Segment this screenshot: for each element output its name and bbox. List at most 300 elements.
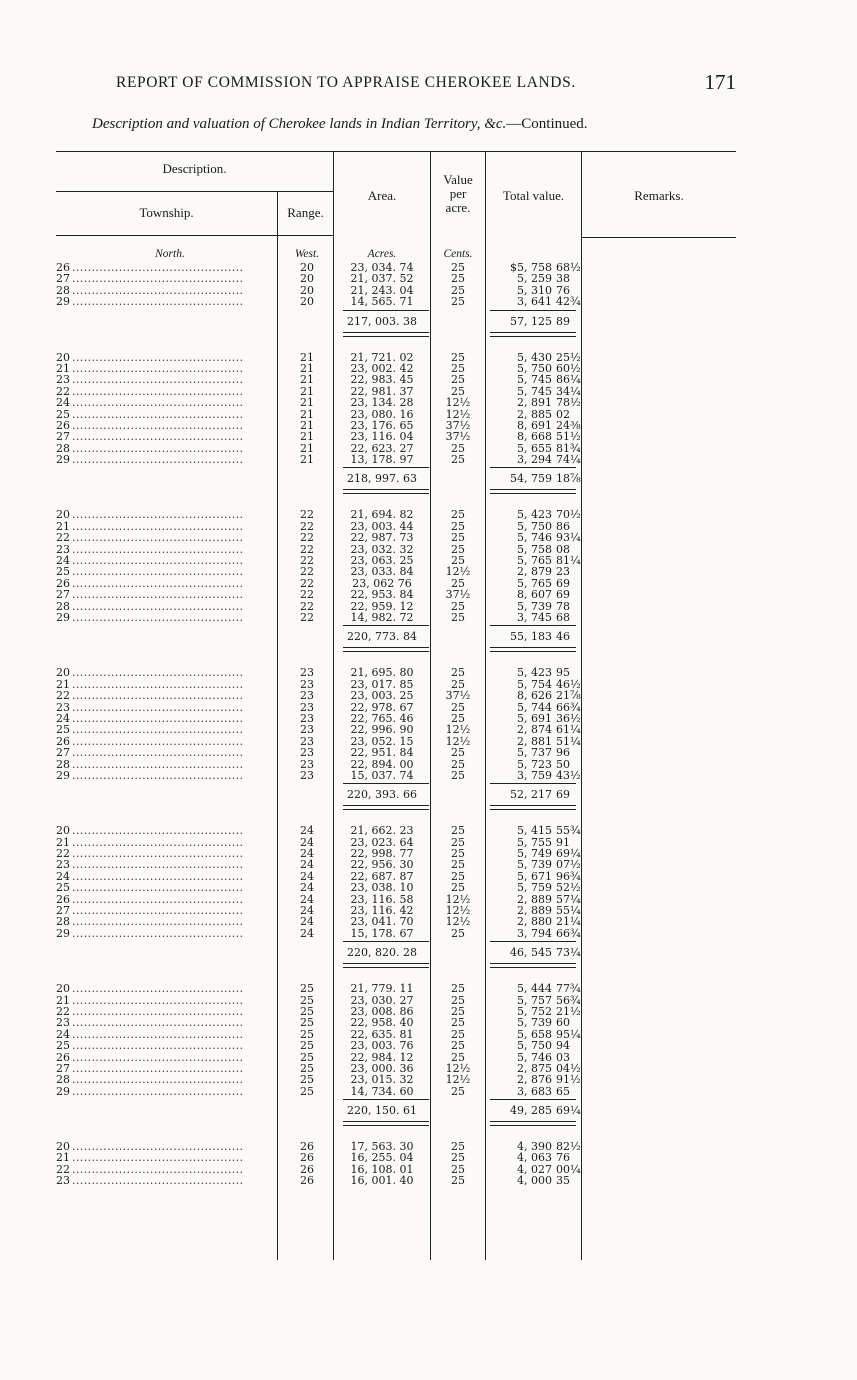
units-row — [0, 248, 857, 262]
township-number: 26 — [56, 262, 70, 274]
township-number: 23 — [56, 543, 70, 556]
total-cents: 60½ — [556, 361, 581, 375]
range-cell: 24 — [300, 926, 314, 940]
table-row — [0, 589, 857, 600]
total-value-cell — [488, 1040, 578, 1051]
township-number: 28 — [56, 442, 70, 455]
range-cell: 25 — [300, 1061, 314, 1075]
page-header — [116, 72, 736, 98]
total-cents: 24⅜ — [556, 418, 581, 432]
total-dollars: 5, 750 — [517, 1039, 552, 1053]
total-value-cell — [488, 430, 581, 444]
township-cell — [56, 724, 276, 735]
township-number: 22 — [56, 1005, 70, 1018]
value-per-acre-cell: 25 — [451, 1004, 465, 1018]
subtotal-area: 220, 393. 66 — [347, 788, 417, 802]
area-cell: 14, 565. 71 — [350, 295, 414, 309]
leader-dots: ............................................ — [72, 543, 244, 556]
area-cell: 22, 894. 00 — [350, 757, 414, 771]
total-dollars: 5, 723 — [517, 757, 552, 771]
table-row — [0, 1074, 857, 1085]
header-value-per-acre — [431, 173, 485, 215]
subtotal-area: 218, 997. 63 — [347, 472, 417, 486]
township-cell — [56, 1175, 276, 1186]
total-dollars: 5, 758 — [517, 542, 552, 556]
leader-dots: ............................................ — [72, 983, 244, 995]
subtotal-rule — [343, 783, 429, 784]
total-dollars: 5, 759 — [517, 881, 552, 895]
total-dollars: 8, 691 — [517, 418, 552, 432]
area-cell: 23, 032. 32 — [350, 542, 414, 556]
table-row — [0, 601, 857, 612]
table-row — [0, 724, 857, 735]
table-row — [0, 409, 857, 420]
area-cell: 22, 765. 46 — [350, 711, 414, 725]
table-row — [0, 759, 857, 770]
leader-dots: ............................................ — [72, 419, 244, 432]
total-dollars: 3, 683 — [517, 1084, 552, 1098]
township-number: 29 — [56, 454, 70, 466]
township-number: 24 — [56, 1028, 70, 1041]
table-row — [0, 578, 857, 589]
range-cell: 23 — [300, 723, 314, 737]
table-row — [0, 916, 857, 927]
table-row — [0, 285, 857, 296]
range-cell: 25 — [300, 1027, 314, 1041]
township-cell — [56, 1141, 276, 1152]
range-cell: 21 — [300, 350, 314, 364]
header-area: Area. — [367, 188, 397, 203]
table-row — [0, 532, 857, 543]
value-per-acre-cell: 25 — [451, 1084, 465, 1098]
range-cell: 21 — [300, 430, 314, 444]
value-per-acre-cell: 25 — [451, 700, 465, 714]
value-per-acre-cell: 25 — [451, 993, 465, 1007]
value-per-acre-cell: 37½ — [445, 588, 471, 602]
total-cents: 43½ — [556, 768, 581, 782]
area-cell: 22, 953. 84 — [350, 588, 414, 602]
value-per-acre-cell: 25 — [451, 519, 465, 533]
township-cell — [56, 566, 276, 577]
township-cell — [56, 589, 276, 600]
total-value-cell — [488, 531, 581, 545]
total-dollars: 8, 607 — [517, 588, 552, 602]
total-dollars: 5, 752 — [517, 1004, 552, 1018]
total-cents: 55¾ — [556, 824, 581, 838]
total-dollars: 8, 668 — [517, 430, 552, 444]
area-cell: 22, 959. 12 — [350, 599, 414, 613]
total-value-cell — [488, 612, 578, 623]
value-per-acre-cell: 25 — [451, 1016, 465, 1030]
double-rule — [490, 647, 576, 652]
leader-dots: ............................................ — [72, 520, 244, 533]
total-dollars: 3, 745 — [517, 610, 552, 624]
header-total-value: Total value. — [502, 188, 565, 203]
area-cell: 23, 063. 25 — [350, 554, 414, 568]
value-per-acre-cell: 25 — [451, 453, 465, 467]
value-per-acre-cell: 25 — [451, 272, 465, 286]
township-number: 22 — [56, 532, 70, 544]
table-row — [0, 1029, 857, 1040]
subtotal-area: 220, 150. 61 — [347, 1104, 417, 1118]
total-dollars: $5, 758 — [510, 261, 552, 274]
range-cell: 20 — [300, 272, 314, 286]
total-cents: 46½ — [556, 677, 581, 691]
header-bottom-rule — [56, 235, 333, 236]
total-dollars: 4, 000 — [517, 1174, 552, 1188]
table-row — [0, 1040, 857, 1051]
area-cell: 14, 982. 72 — [350, 610, 414, 624]
total-dollars: 5, 765 — [517, 576, 552, 590]
range-cell: 22 — [300, 565, 314, 579]
total-cents: 93¼ — [556, 531, 581, 545]
subtotal-row — [0, 308, 857, 342]
township-cell — [56, 509, 276, 520]
subtotal-value — [488, 1104, 581, 1118]
range-cell: 23 — [300, 677, 314, 691]
total-value-cell — [488, 689, 581, 703]
value-per-acre-cell: 25 — [451, 295, 465, 309]
area-cell: 22, 635. 81 — [350, 1027, 414, 1041]
description-rule — [56, 191, 333, 192]
leader-dots: ............................................ — [72, 769, 244, 782]
township-number: 28 — [56, 758, 70, 770]
township-number: 20 — [56, 509, 70, 521]
range-cell: 22 — [300, 554, 314, 568]
township-cell — [56, 521, 276, 532]
range-cell: 23 — [300, 768, 314, 782]
total-dollars: 3, 641 — [517, 295, 552, 309]
leader-dots: ............................................ — [72, 262, 244, 274]
total-cents: 82½ — [556, 1140, 581, 1154]
total-cents: 76 — [556, 283, 570, 297]
table-row — [0, 747, 857, 758]
table-row — [0, 713, 857, 724]
table-row — [0, 262, 857, 273]
range-cell: 21 — [300, 418, 314, 432]
subtotal-cents: 89 — [556, 314, 570, 328]
value-per-acre-cell: 25 — [451, 982, 465, 996]
leader-dots: ............................................ — [72, 1152, 244, 1164]
township-cell — [56, 1074, 276, 1085]
area-cell: 16, 108. 01 — [350, 1162, 414, 1176]
total-value-cell — [488, 295, 581, 309]
township-number: 29 — [56, 1085, 70, 1098]
total-dollars: 2, 891 — [517, 396, 552, 410]
total-cents: 66¾ — [556, 700, 581, 714]
total-cents: 36½ — [556, 711, 581, 725]
value-per-acre-cell: 25 — [451, 283, 465, 297]
total-dollars: 5, 430 — [517, 350, 552, 364]
total-cents: 21⅞ — [556, 689, 581, 703]
area-cell: 23, 034. 74 — [350, 261, 414, 274]
township-number: 25 — [56, 882, 70, 894]
table-row — [0, 454, 857, 465]
range-cell: 22 — [300, 599, 314, 613]
table-row — [0, 928, 857, 939]
leader-dots: ............................................ — [72, 927, 244, 940]
value-per-acre-cell: 25 — [451, 1050, 465, 1064]
value-per-acre-cell: 25 — [451, 441, 465, 455]
value-per-acre-cell: 25 — [451, 926, 465, 940]
township-number: 23 — [56, 374, 70, 386]
table-row — [0, 736, 857, 747]
total-cents: 96 — [556, 746, 570, 760]
township-cell — [56, 443, 276, 454]
subtotal-value — [488, 630, 578, 643]
value-per-acre-cell: 25 — [451, 677, 465, 691]
table-row — [0, 397, 857, 408]
township-cell — [56, 431, 276, 442]
table-row — [0, 825, 857, 836]
total-value-cell — [488, 881, 581, 895]
leader-dots: ............................................ — [72, 994, 244, 1006]
value-per-acre-cell: 25 — [451, 858, 465, 872]
township-number: 25 — [56, 1040, 70, 1052]
total-dollars: 4, 390 — [517, 1140, 552, 1154]
area-cell: 21, 243. 04 — [350, 283, 414, 297]
table-row — [0, 296, 857, 307]
total-dollars: 5, 750 — [517, 519, 552, 533]
leader-dots: ............................................ — [72, 600, 244, 612]
area-cell: 22, 983. 45 — [350, 373, 414, 387]
township-cell — [56, 1164, 276, 1175]
range-cell: 21 — [300, 373, 314, 387]
value-per-acre-cell: 12½ — [445, 915, 471, 929]
subtotal-rule — [490, 783, 576, 784]
leader-dots: ............................................ — [72, 385, 244, 398]
township-cell — [56, 905, 276, 916]
value-per-acre-cell: 25 — [451, 869, 465, 883]
value-per-acre-cell: 25 — [451, 554, 465, 568]
units-value: Cents. — [443, 248, 473, 260]
total-cents: 04½ — [556, 1061, 581, 1075]
leader-dots: ............................................ — [72, 836, 244, 849]
total-dollars: 2, 879 — [517, 565, 552, 579]
township-cell — [56, 690, 276, 701]
leader-dots: ............................................ — [72, 566, 244, 578]
total-cents: 95¼ — [556, 1027, 581, 1041]
value-per-acre-cell: 25 — [451, 1162, 465, 1176]
total-dollars: 5, 658 — [517, 1027, 552, 1041]
leader-dots: ............................................ — [72, 397, 244, 409]
total-cents: 66¾ — [556, 926, 581, 940]
double-rule — [343, 963, 429, 968]
township-number: 22 — [56, 385, 70, 398]
total-value-cell — [488, 824, 581, 838]
township-cell — [56, 736, 276, 747]
value-per-acre-cell: 25 — [451, 508, 465, 522]
total-value-cell — [488, 768, 581, 782]
subtotal-rule — [490, 467, 576, 468]
township-cell — [56, 273, 276, 284]
table-caption-continued: —Continued. — [506, 116, 588, 132]
range-cell: 24 — [300, 915, 314, 929]
total-cents: 68½ — [556, 261, 581, 274]
total-cents: 51½ — [556, 430, 581, 444]
leader-dots: ............................................ — [72, 667, 244, 679]
total-dollars: 3, 759 — [517, 768, 552, 782]
group-gap — [0, 1131, 857, 1141]
range-cell: 23 — [300, 700, 314, 714]
township-cell — [56, 1040, 276, 1051]
township-cell — [56, 578, 276, 589]
range-cell: 21 — [300, 384, 314, 398]
area-cell: 16, 001. 40 — [350, 1174, 414, 1188]
table-body — [0, 262, 857, 1187]
table-row — [0, 555, 857, 566]
subtotal-cents: 46 — [556, 630, 570, 644]
total-value-cell — [488, 589, 578, 600]
remarks-header-rule — [582, 237, 736, 238]
township-number: 27 — [56, 905, 70, 917]
double-rule — [490, 332, 576, 337]
total-cents: 21¼ — [556, 915, 581, 929]
value-per-acre-cell: 25 — [451, 666, 465, 680]
leader-dots: ............................................ — [72, 1005, 244, 1018]
township-number: 28 — [56, 916, 70, 928]
value-per-acre-cell: 25 — [451, 1027, 465, 1041]
area-cell: 21, 721. 02 — [350, 350, 414, 364]
range-cell: 21 — [300, 396, 314, 410]
range-cell: 26 — [300, 1162, 314, 1176]
subtotal-value — [488, 315, 578, 328]
total-cents: 21½ — [556, 1004, 581, 1018]
area-cell: 23, 041. 70 — [350, 915, 414, 929]
township-number: 21 — [56, 520, 70, 533]
leader-dots: ............................................ — [72, 284, 244, 297]
range-cell: 20 — [300, 261, 314, 274]
value-per-acre-cell: 25 — [451, 531, 465, 545]
township-number: 20 — [56, 1141, 70, 1153]
area-cell: 23, 002. 42 — [350, 361, 414, 375]
subtotal-cents: 73¼ — [556, 946, 581, 960]
township-cell — [56, 928, 276, 939]
double-rule — [343, 332, 429, 337]
subtotal-row — [0, 1097, 857, 1131]
range-cell: 22 — [300, 542, 314, 556]
table-row — [0, 386, 857, 397]
group-gap — [0, 499, 857, 509]
total-cents: 25½ — [556, 350, 581, 364]
area-cell: 23, 015. 32 — [350, 1073, 414, 1087]
group-gap — [0, 973, 857, 983]
value-per-acre-cell: 12½ — [445, 396, 471, 410]
total-dollars: 5, 757 — [517, 993, 552, 1007]
township-cell — [56, 532, 276, 543]
township-number: 26 — [56, 577, 70, 590]
township-cell — [56, 916, 276, 927]
range-cell: 25 — [300, 1084, 314, 1098]
table-row — [0, 859, 857, 870]
township-number: 20 — [56, 667, 70, 679]
range-cell: 26 — [300, 1151, 314, 1165]
leader-dots: ............................................ — [72, 408, 244, 420]
total-dollars: 5, 749 — [517, 847, 552, 861]
township-cell — [56, 1017, 276, 1028]
subtotal-rule — [343, 310, 429, 311]
leader-dots: ............................................ — [72, 1040, 244, 1052]
township-number: 29 — [56, 769, 70, 782]
leader-dots: ............................................ — [72, 848, 244, 860]
range-cell: 25 — [300, 1073, 314, 1087]
table-row — [0, 363, 857, 374]
township-cell — [56, 296, 276, 307]
leader-dots: ............................................ — [72, 532, 244, 544]
total-cents: 50 — [556, 757, 570, 771]
range-cell: 21 — [300, 441, 314, 455]
value-per-acre-cell: 25 — [451, 599, 465, 613]
table-row — [0, 983, 857, 994]
total-cents: 78 — [556, 599, 570, 613]
area-cell: 22, 956. 30 — [350, 858, 414, 872]
leader-dots: ............................................ — [72, 611, 244, 624]
leader-dots: ............................................ — [72, 1051, 244, 1063]
township-cell — [56, 363, 276, 374]
subtotal-dollars: 55, 183 — [510, 630, 552, 644]
table-row — [0, 443, 857, 454]
double-rule — [343, 647, 429, 652]
leader-dots: ............................................ — [72, 905, 244, 917]
subtotal-value — [488, 946, 581, 960]
area-cell: 23, 008. 86 — [350, 1004, 414, 1018]
area-cell: 17, 563. 30 — [350, 1140, 414, 1154]
total-cents: 03 — [556, 1050, 570, 1064]
value-per-acre-cell: 25 — [451, 542, 465, 556]
township-number: 27 — [56, 747, 70, 759]
area-cell: 13, 178. 97 — [350, 453, 414, 467]
double-rule — [343, 489, 429, 494]
total-dollars: 5, 746 — [517, 1050, 552, 1064]
total-dollars: 5, 739 — [517, 599, 552, 613]
township-number: 27 — [56, 589, 70, 601]
leader-dots: ............................................ — [72, 362, 244, 375]
value-per-acre-cell: 25 — [451, 835, 465, 849]
area-cell: 16, 255. 04 — [350, 1151, 414, 1165]
value-per-acre-cell: 25 — [451, 847, 465, 861]
table-row — [0, 509, 857, 520]
range-cell: 21 — [300, 453, 314, 467]
township-cell — [56, 713, 276, 724]
double-rule — [490, 489, 576, 494]
value-per-acre-cell: 37½ — [445, 430, 471, 444]
township-number: 29 — [56, 296, 70, 308]
leader-dots: ............................................ — [72, 758, 244, 770]
double-rule — [490, 805, 576, 810]
total-cents: 51¼ — [556, 734, 581, 748]
township-number: 28 — [56, 1074, 70, 1086]
table-row — [0, 420, 857, 431]
township-cell — [56, 601, 276, 612]
township-number: 24 — [56, 870, 70, 883]
table-row — [0, 894, 857, 905]
township-number: 23 — [56, 701, 70, 713]
leader-dots: ............................................ — [72, 1028, 244, 1041]
area-cell: 22, 984. 12 — [350, 1050, 414, 1064]
total-dollars: 5, 415 — [517, 824, 552, 838]
total-dollars: 5, 423 — [517, 666, 552, 680]
area-cell: 23, 176. 65 — [350, 418, 414, 432]
area-cell: 22, 978. 67 — [350, 700, 414, 714]
total-value-cell — [488, 1073, 581, 1087]
total-dollars: 2, 874 — [517, 723, 552, 737]
area-cell: 23, 116. 04 — [350, 430, 414, 444]
subtotal-value — [488, 472, 581, 486]
total-dollars: 5, 746 — [517, 531, 552, 545]
total-cents: 86¼ — [556, 373, 581, 387]
subtotal-area: 217, 003. 38 — [347, 314, 417, 328]
value-per-acre-cell: 37½ — [445, 689, 471, 703]
